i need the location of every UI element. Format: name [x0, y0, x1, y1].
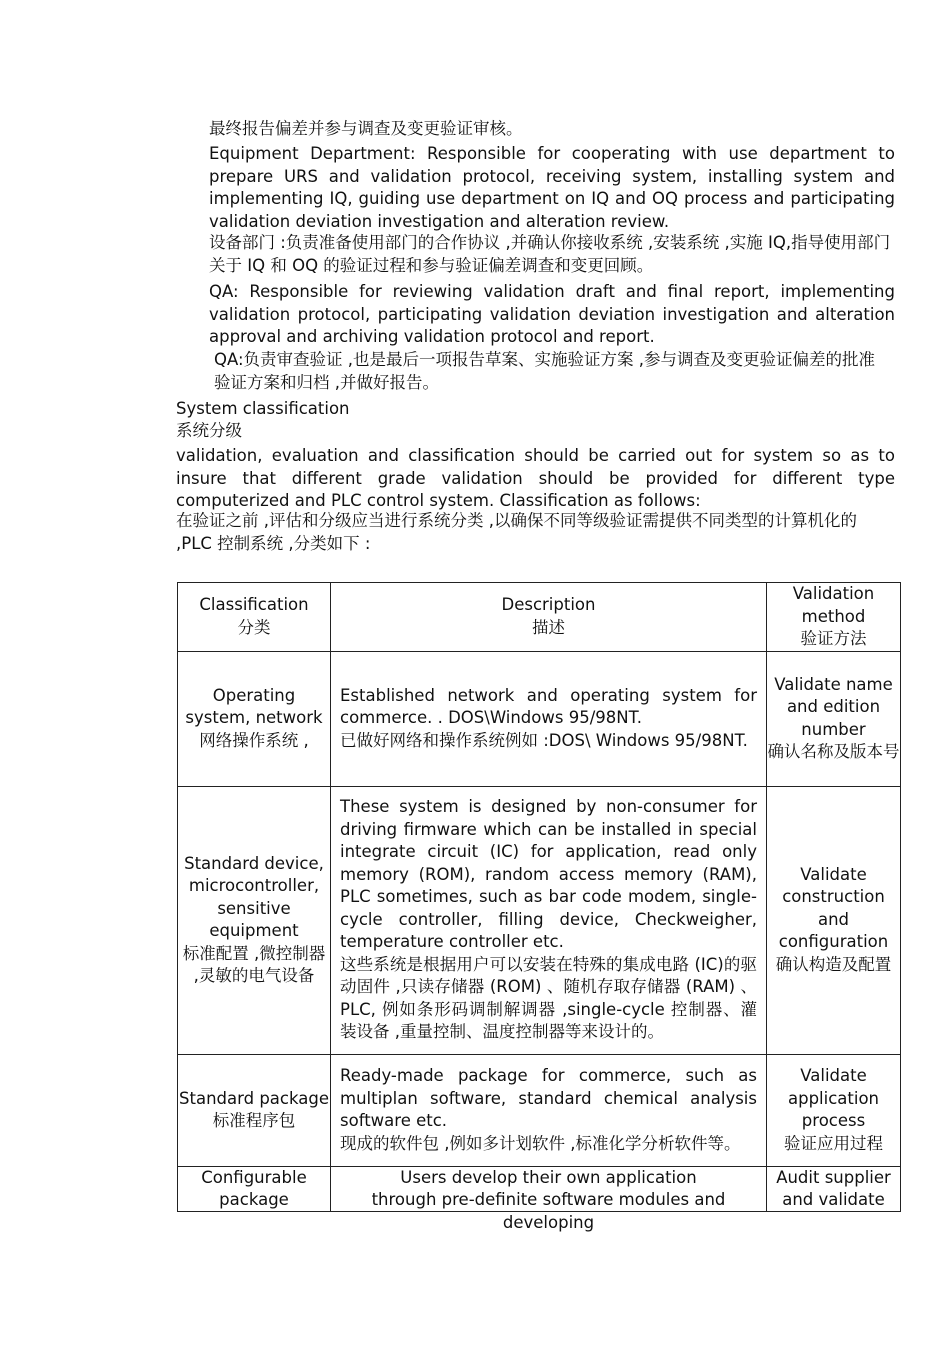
description-cell: These system is designed by non-consumer for driving firmware which can be installed in special integrate circuit (IC) for application, read only memory (ROM), random access memory (RAM), PLC sometimes, such as bar code modem, single-cycle controller, filling device, Checkweigher, temperature controller etc. 这些系统是根据用户可以安装在特殊的集成电路 (IC)的驱动固件 ,只读存储器 (ROM) 、随机存取存储器 (RAM) 、 PLC, 例如条形码调制解调器 ,single-cycle 控制器、灌装设备 ,重量控制、温度控制器等来设计的。: [331, 786, 767, 1054]
validation-method-cell: Validate application process 验证应用过程: [767, 1054, 901, 1166]
paragraph-final-report-zh: 最终报告偏差并参与调查及变更验证审核。: [209, 119, 523, 138]
classification-cell: Standard package 标准程序包: [178, 1054, 331, 1166]
paragraph-intro-en: validation, evaluation and classification should be carried out for system so as to insure that different grade validation should be provided for different type computerized and PLC control system. Classification as follows:: [176, 446, 895, 510]
table-row: [178, 1166, 901, 1211]
section-title-zh: 系统分级: [176, 421, 242, 440]
validation-method-cell: Validate name and edition number 确认名称及版本号: [767, 651, 901, 786]
table-row: [178, 1054, 901, 1166]
table-row: [178, 651, 901, 786]
paragraph-equipment-en: Equipment Department: Responsible for cooperating with use department to prepare URS and validation protocol, receiving system, installing system and implementing IQ, guiding use department on IQ and OQ process and participating validation deviation investigation and alteration review.: [209, 144, 895, 231]
table-header-row: [178, 583, 901, 652]
header-classification: Classification 分类: [178, 583, 331, 652]
classification-cell: Standard device, microcontroller, sensitive equipment 标准配置 ,微控制器 ,灵敏的电气设备: [178, 786, 331, 1054]
paragraph-intro-zh: 在验证之前 ,评估和分级应当进行系统分类 ,以确保不同等级验证需提供不同类型的计算机化的 ,PLC 控制系统 ,分类如下 :: [176, 511, 857, 553]
description-cell: Ready-made package for commerce, such as multiplan software, standard chemical analysis software etc. 现成的软件包 ,例如多计划软件 ,标准化学分析软件等。: [331, 1054, 767, 1166]
paragraph-qa-zh: QA:负责审查验证 ,也是最后一项报告草案、实施验证方案 ,参与调查及变更验证偏差的批准验证方案和归档 ,并做好报告。: [214, 350, 876, 392]
classification-cell: Operating system, network 网络操作系统 ,: [178, 651, 331, 786]
header-description: Description 描述: [331, 583, 767, 652]
description-cell: Established network and operating system for commerce. . DOS\Windows 95/98NT. 已做好网络和操作系统例如 :DOS\ Windows 95/98NT.: [331, 651, 767, 786]
table-row: [178, 786, 901, 1054]
paragraph-qa-en: QA: Responsible for reviewing validation draft and final report, implementing validation protocol, participating validation deviation investigation and alteration approval and archiving validation protocol and report.: [209, 282, 895, 346]
section-title-en: System classification: [176, 399, 350, 418]
validation-method-cell: Audit supplier and validate: [767, 1166, 901, 1211]
paragraph-equipment-zh: 设备部门 :负责准备使用部门的合作协议 ,并确认你接收系统 ,安装系统 ,实施 IQ,指导使用部门关于 IQ 和 OQ 的验证过程和参与验证偏差调查和变更回顾。: [209, 233, 891, 275]
description-cell: Users develop their own application through pre-definite software modules and developing: [331, 1166, 767, 1211]
classification-table: [177, 582, 901, 1232]
header-validation-method: Validation method 验证方法: [767, 583, 901, 652]
classification-cell: Configurable package: [178, 1166, 331, 1211]
validation-method-cell: Validate construction and configuration 确认构造及配置: [767, 786, 901, 1054]
